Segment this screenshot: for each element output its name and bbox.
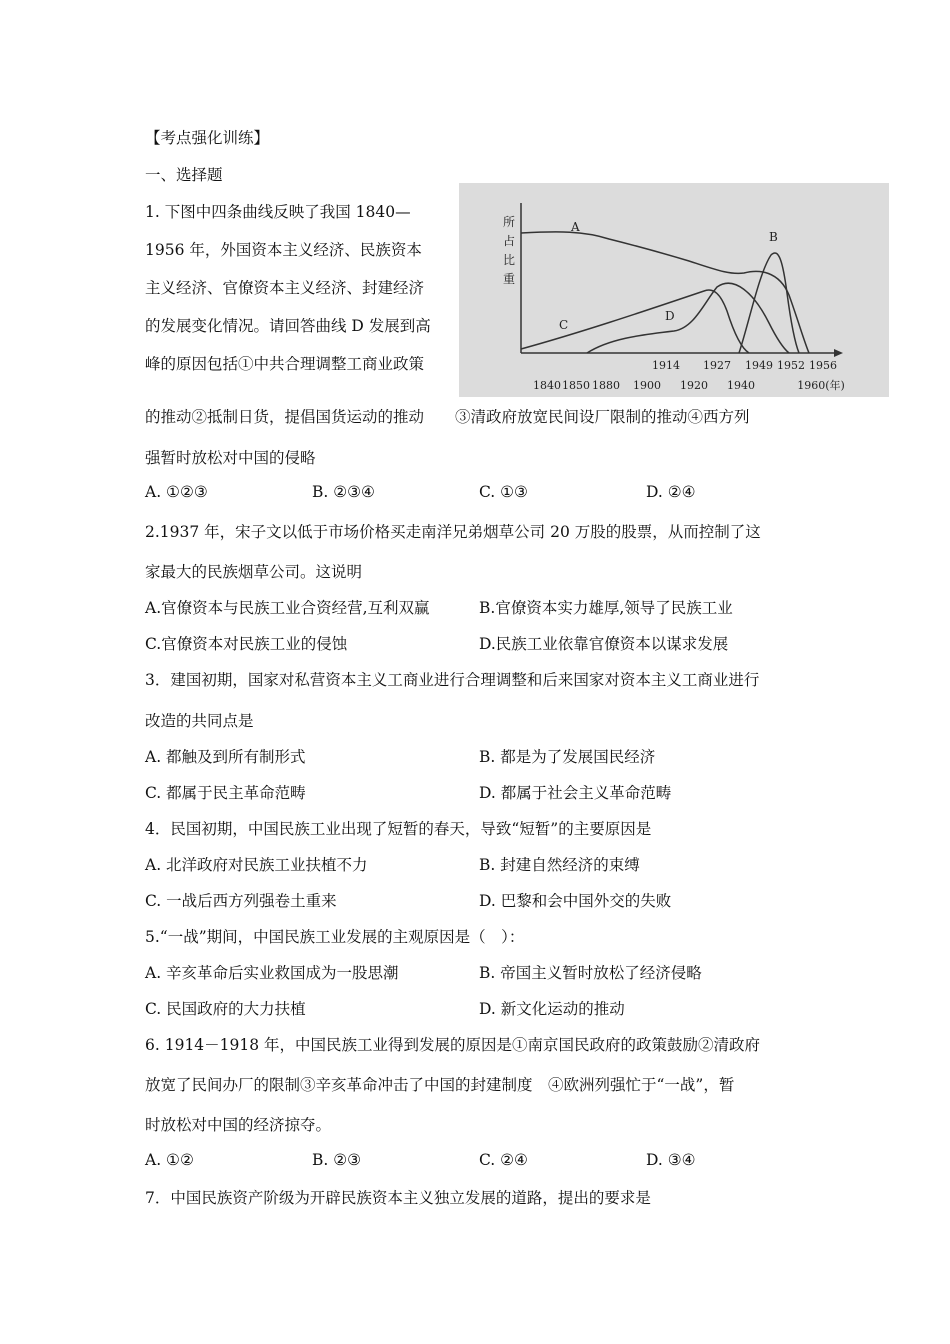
q2-option-c: C.官僚资本对民族工业的侵蚀 — [145, 635, 348, 653]
q1-line: 的发展变化情况。请回答曲线 D 发展到高 — [145, 317, 431, 335]
q1-option-d: D. ②④ — [646, 483, 696, 501]
q1-line: 强暂时放松对中国的侵略 — [145, 449, 316, 467]
q6-option-a: A. ①② — [145, 1151, 194, 1169]
upper-tick-label: 1927 — [703, 359, 731, 372]
curve-c — [521, 290, 749, 353]
q1-line: 峰的原因包括①中共合理调整工商业政策 — [145, 355, 425, 373]
q4-line: 4．民国初期，中国民族工业出现了短暂的春天，导致“短暂”的主要原因是 — [145, 820, 652, 838]
q5-option-b: B. 帝国主义暂时放松了经济侵略 — [479, 964, 702, 982]
lower-tick-label: 1960(年) — [797, 379, 845, 392]
q2-line: 家最大的民族烟草公司。这说明 — [145, 563, 363, 581]
q3-line: 改造的共同点是 — [145, 712, 254, 730]
q1-line: 主义经济、官僚资本主义经济、封建经济 — [145, 279, 425, 297]
y-label-char: 所 — [502, 215, 516, 229]
q1-option-b: B. ②③④ — [312, 483, 375, 501]
curve-label-b: B — [769, 230, 778, 244]
lower-tick-label: 1900 — [633, 379, 661, 392]
q5-option-a: A. 辛亥革命后实业救国成为一股思潮 — [145, 964, 399, 982]
curve-label-a: A — [571, 220, 580, 234]
curve-label-c: C — [559, 318, 569, 332]
lower-tick-label: 1880 — [592, 379, 620, 392]
q2-option-b: B.官僚资本实力雄厚,领导了民族工业 — [479, 599, 733, 617]
q6-line: 时放松对中国的经济掠夺。 — [145, 1116, 332, 1134]
heading: 【考点强化训练】 — [145, 129, 270, 147]
q7-line: 7．中国民族资产阶级为开辟民族资本主义独立发展的道路，提出的要求是 — [145, 1189, 651, 1207]
y-label-char: 占 — [502, 234, 516, 248]
q3-option-d: D. 都属于社会主义革命范畴 — [479, 784, 672, 802]
q3-option-c: C. 都属于民主革命范畴 — [145, 784, 306, 802]
q1-option-c: C. ①③ — [479, 483, 528, 501]
q2-option-a: A.官僚资本与民族工业合资经营,互利双赢 — [145, 599, 430, 617]
y-label-char: 重 — [502, 272, 516, 286]
q6-line: 6. 1914－1918 年，中国民族工业得到发展的原因是①南京国民政府的政策鼓励②清政府 — [145, 1036, 761, 1054]
lower-tick-label: 1850 — [562, 379, 590, 392]
q2-line: 2.1937 年，宋子文以低于市场价格买走南洋兄弟烟草公司 20 万股的股票，从而控制了这 — [145, 523, 761, 541]
q1-line: 1. 下图中四条曲线反映了我国 1840— — [145, 203, 411, 221]
lower-tick-label: 1840 — [533, 379, 561, 392]
curve-b — [739, 253, 799, 353]
q4-option-a: A. 北洋政府对民族工业扶植不力 — [145, 856, 368, 874]
q1-line: 的推动②抵制日货，提倡国货运动的推动 ③清政府放宽民间设厂限制的推动④西方列 — [145, 408, 750, 426]
y-label-char: 比 — [502, 253, 516, 267]
curve-label-d: D — [665, 309, 675, 323]
q4-option-b: B. 封建自然经济的束缚 — [479, 856, 640, 874]
upper-tick-label: 1949 — [745, 359, 773, 372]
q5-line: 5.“一战”期间，中国民族工业发展的主观原因是（ ）： — [145, 928, 525, 946]
q5-option-d: D. 新文化运动的推动 — [479, 1000, 625, 1018]
q6-line: 放宽了民间办厂的限制③辛亥革命冲击了中国的封建制度 ④欧洲列强忙于“一战”，暂 — [145, 1076, 735, 1094]
lower-tick-label: 1940 — [727, 379, 755, 392]
q2-option-d: D.民族工业依靠官僚资本以谋求发展 — [479, 635, 729, 653]
q3-option-a: A. 都触及到所有制形式 — [145, 748, 306, 766]
q6-option-b: B. ②③ — [312, 1151, 362, 1169]
q1-option-a: A. ①②③ — [145, 483, 208, 501]
curve-a — [521, 232, 809, 353]
q5-option-c: C. 民国政府的大力扶植 — [145, 1000, 306, 1018]
curve-d — [587, 283, 789, 353]
lower-tick-label: 1920 — [680, 379, 708, 392]
q3-option-b: B. 都是为了发展国民经济 — [479, 748, 656, 766]
q1-line: 1956 年，外国资本主义经济、民族资本 — [145, 241, 422, 259]
q3-line: 3．建国初期，国家对私营资本主义工商业进行合理调整和后来国家对资本主义工商业进行 — [145, 671, 760, 689]
q4-option-d: D. 巴黎和会中国外交的失败 — [479, 892, 672, 910]
economy-curves-figure — [459, 183, 889, 397]
q6-option-c: C. ②④ — [479, 1151, 528, 1169]
upper-tick-label: 1956 — [809, 359, 837, 372]
section-title: 一、选择题 — [145, 166, 223, 184]
q6-option-d: D. ③④ — [646, 1151, 696, 1169]
upper-tick-label: 1952 — [777, 359, 805, 372]
upper-tick-label: 1914 — [652, 359, 680, 372]
q4-option-c: C. 一战后西方列强卷土重来 — [145, 892, 337, 910]
